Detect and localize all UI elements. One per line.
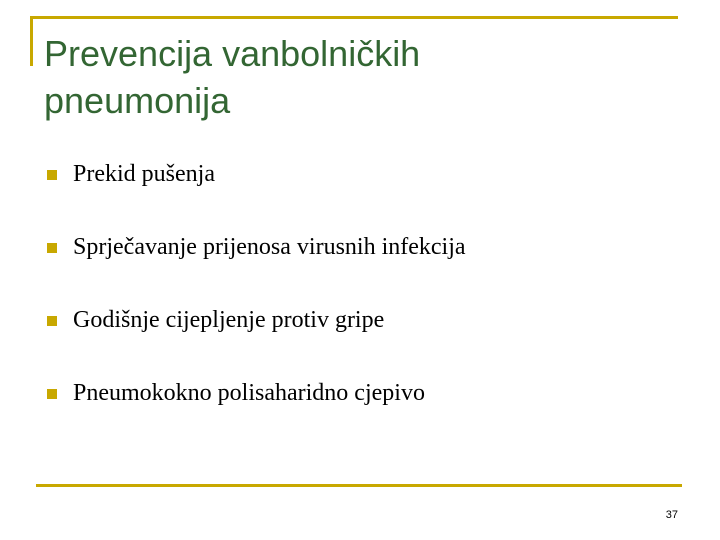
bullet-text: Prekid pušenja	[73, 161, 215, 187]
left-accent-line	[30, 16, 33, 66]
title-line-1: Prevencija vanbolničkih	[44, 33, 421, 74]
square-bullet-icon	[47, 170, 57, 180]
top-divider-line	[30, 16, 678, 19]
slide-title	[44, 30, 664, 124]
bullet-text: Sprječavanje prijenosa virusnih infekcija	[73, 234, 466, 260]
bullet-text: Godišnje cijepljenje protiv gripe	[73, 307, 385, 333]
list-item	[44, 369, 466, 418]
title-line-2: pneumonija	[44, 80, 231, 121]
list-item	[44, 296, 466, 345]
bullet-text: Pneumokokno polisaharidno cjepivo	[73, 380, 425, 406]
page-number: 37	[665, 509, 678, 521]
square-bullet-icon	[47, 389, 57, 399]
list-item	[44, 150, 466, 199]
bottom-divider-line	[36, 484, 682, 487]
square-bullet-icon	[47, 243, 57, 253]
bullet-list	[44, 150, 466, 442]
list-item	[44, 223, 466, 272]
square-bullet-icon	[47, 316, 57, 326]
